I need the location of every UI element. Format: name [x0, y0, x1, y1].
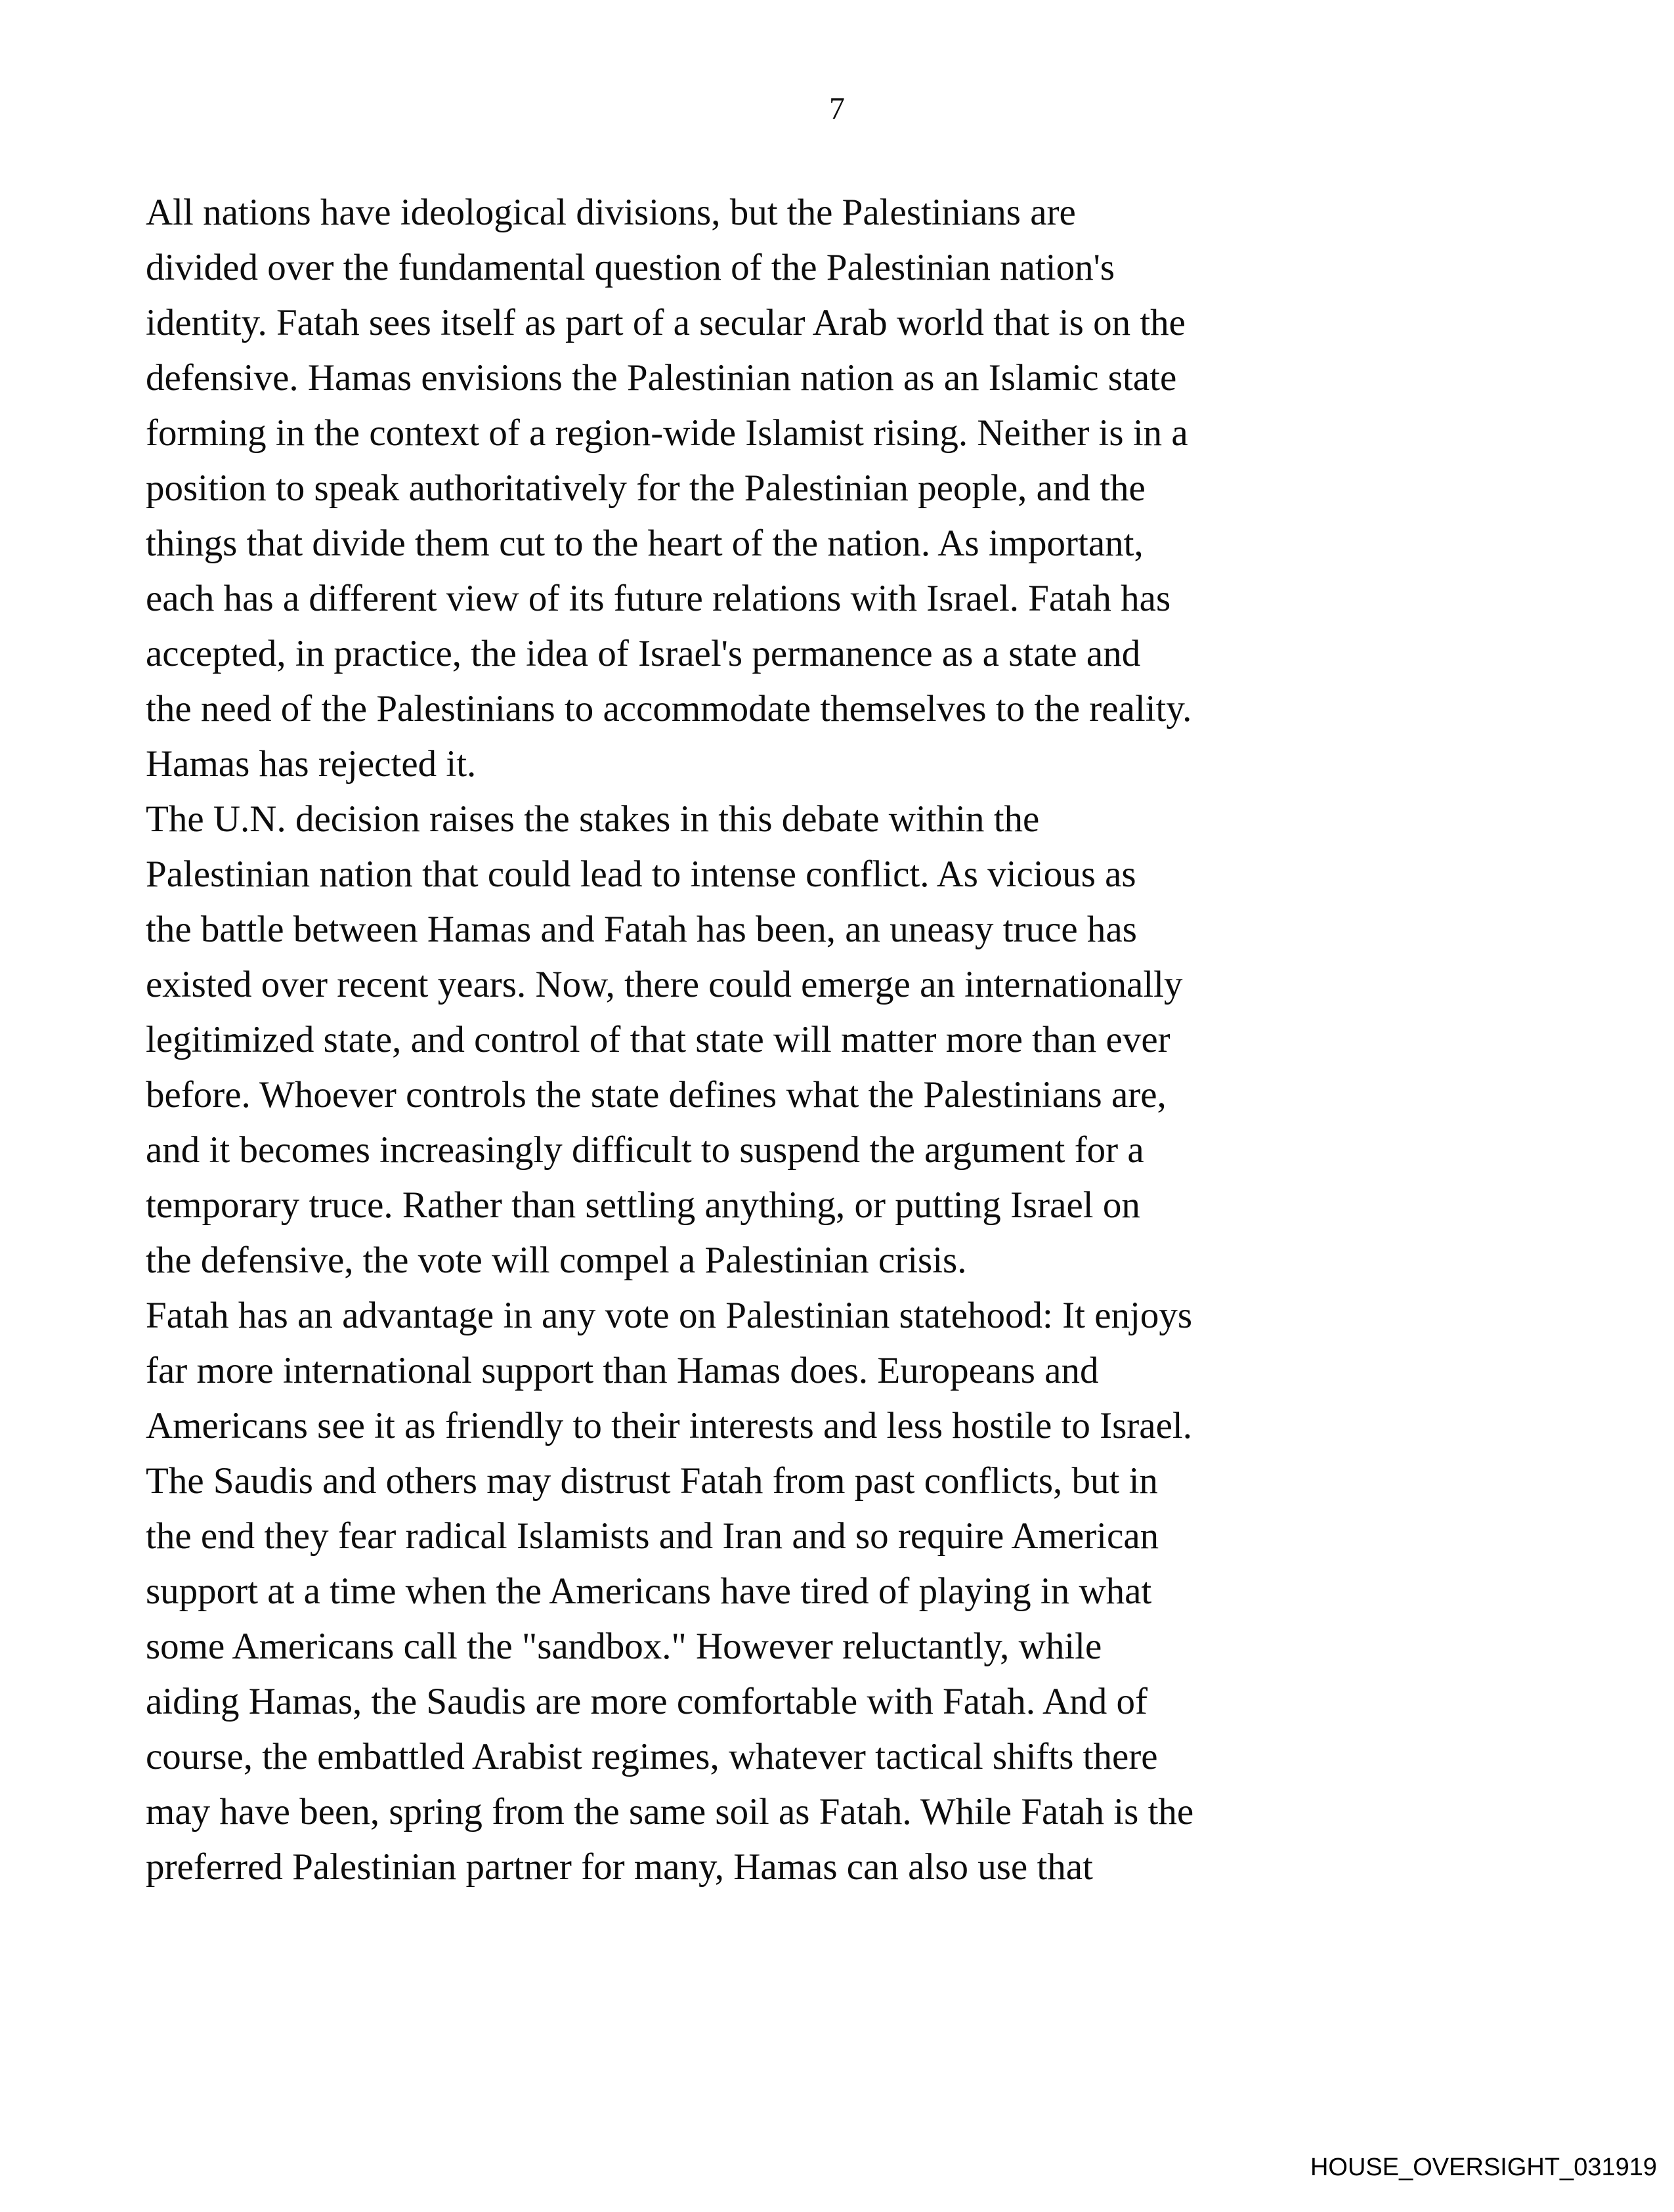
text-line: the battle between Hamas and Fatah has been, an uneasy truce has	[146, 909, 1137, 950]
footer-stamp: HOUSE_OVERSIGHT_031919	[1310, 2154, 1657, 2181]
text-line: aiding Hamas, the Saudis are more comfortable with Fatah. And of	[146, 1681, 1148, 1722]
text-line: The Saudis and others may distrust Fatah from past conflicts, but in	[146, 1460, 1158, 1502]
text-line: defensive. Hamas envisions the Palestinian nation as an Islamic state	[146, 357, 1177, 399]
paragraph	[146, 1288, 1551, 1895]
text-line: preferred Palestinian partner for many, Hamas can also use that	[146, 1846, 1093, 1888]
text-line: support at a time when the Americans have tired of playing in what	[146, 1571, 1152, 1612]
text-line: each has a different view of its future relations with Israel. Fatah has	[146, 578, 1171, 619]
text-line: Palestinian nation that could lead to intense conflict. As vicious as	[146, 854, 1136, 895]
paragraph	[146, 185, 1551, 792]
text-line: forming in the context of a region-wide Islamist rising. Neither is in a	[146, 412, 1188, 454]
page-number: 7	[829, 91, 845, 126]
text-line: the end they fear radical Islamists and Iran and so require American	[146, 1515, 1159, 1557]
text-line: All nations have ideological divisions, but the Palestinians are	[146, 192, 1076, 233]
text-line: the need of the Palestinians to accommodate themselves to the reality.	[146, 688, 1192, 729]
text-line: Americans see it as friendly to their interests and less hostile to Israel.	[146, 1405, 1192, 1446]
text-line: may have been, spring from the same soil as Fatah. While Fatah is the	[146, 1791, 1194, 1832]
text-line: far more international support than Hamas does. Europeans and	[146, 1350, 1099, 1391]
text-line: accepted, in practice, the idea of Israel's permanence as a state and	[146, 633, 1141, 674]
text-line: temporary truce. Rather than settling anything, or putting Israel on	[146, 1184, 1140, 1226]
text-line: and it becomes increasingly difficult to suspend the argument for a	[146, 1129, 1144, 1171]
text-line: the defensive, the vote will compel a Palestinian crisis.	[146, 1240, 967, 1281]
text-line: legitimized state, and control of that state will matter more than ever	[146, 1019, 1170, 1060]
document-body	[146, 185, 1551, 1895]
text-line: identity. Fatah sees itself as part of a secular Arab world that is on the	[146, 302, 1186, 343]
text-line: some Americans call the "sandbox." However reluctantly, while	[146, 1626, 1102, 1667]
paragraph	[146, 792, 1551, 1288]
text-line: before. Whoever controls the state defines what the Palestinians are,	[146, 1074, 1167, 1116]
text-line: things that divide them cut to the heart of the nation. As important,	[146, 523, 1144, 564]
text-line: position to speak authoritatively for the Palestinian people, and the	[146, 467, 1146, 509]
text-line: course, the embattled Arabist regimes, whatever tactical shifts there	[146, 1736, 1158, 1777]
text-line: Hamas has rejected it.	[146, 743, 477, 785]
text-line: divided over the fundamental question of the Palestinian nation's	[146, 247, 1115, 288]
text-line: existed over recent years. Now, there could emerge an internationally	[146, 964, 1183, 1005]
text-line: The U.N. decision raises the stakes in this debate within the	[146, 798, 1040, 840]
text-line: Fatah has an advantage in any vote on Palestinian statehood: It enjoys	[146, 1295, 1193, 1336]
